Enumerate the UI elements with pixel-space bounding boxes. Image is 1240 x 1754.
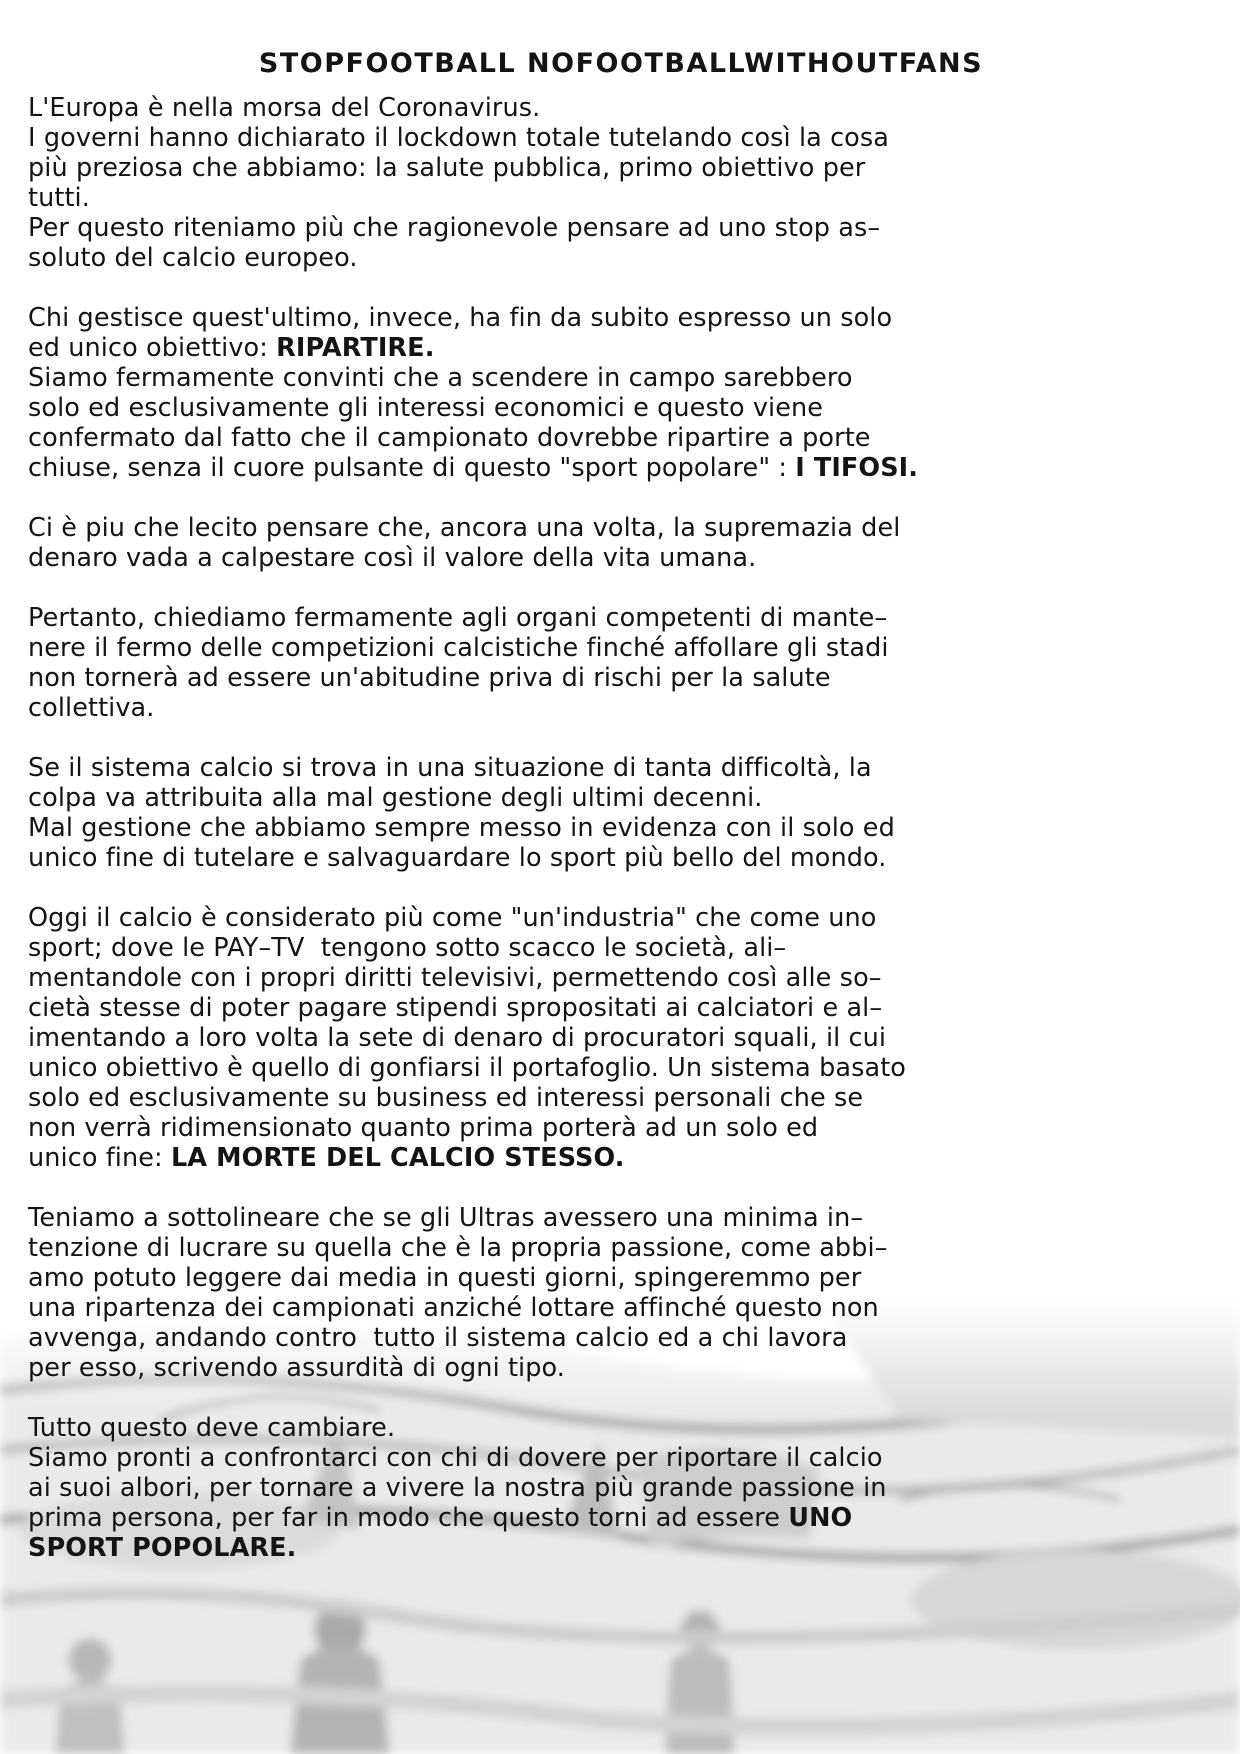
text-line: [28, 1203, 1214, 1233]
line-text: chiuse, senza il cuore pulsante di questo "sport popolare" :: [28, 453, 796, 483]
text-line: [28, 1443, 1214, 1473]
line-text: confermato dal fatto che il campionato dovrebbe ripartire a porte: [28, 423, 871, 453]
paragraph: [28, 903, 1214, 1173]
text-line: [28, 93, 1214, 123]
line-text: sport; dove le PAY–TV tengono sotto scacco le società, ali–: [28, 933, 787, 963]
line-text: solo ed esclusivamente gli interessi economici e questo viene: [28, 393, 824, 423]
bold-emphasis: LA MORTE DEL CALCIO STESSO.: [170, 1143, 625, 1173]
text-line: [28, 963, 1214, 993]
line-text: tutti.: [28, 183, 90, 213]
line-text: unico obiettivo è quello di gonfiarsi il portafoglio. Un sistema basato: [28, 1053, 906, 1083]
paragraph: [28, 1203, 1214, 1383]
line-text: ai suoi albori, per tornare a vivere la nostra più grande passione in: [28, 1473, 887, 1503]
paragraph: [28, 303, 1214, 483]
text-line: [28, 663, 1214, 693]
text-line: [28, 1083, 1214, 1113]
line-text: Siamo fermamente convinti che a scendere in campo sarebbero: [28, 363, 853, 393]
line-text: Tutto questo deve cambiare.: [28, 1413, 396, 1443]
line-text: Per questo riteniamo più che ragionevole pensare ad uno stop as–: [28, 213, 881, 243]
text-line: [28, 333, 1214, 363]
line-text: imentando a loro volta la sete di denaro di procuratori squali, il cui: [28, 1023, 887, 1053]
paragraph: [28, 1413, 1214, 1563]
line-text: nere il fermo delle competizioni calcistiche finché affollare gli stadi: [28, 633, 889, 663]
manifesto-body: [28, 93, 1214, 1563]
paragraph: [28, 93, 1214, 273]
text-line: [28, 363, 1214, 393]
bold-emphasis: I TIFOSI.: [795, 453, 919, 483]
line-text: Mal gestione che abbiamo sempre messo in evidenza con il solo ed: [28, 813, 895, 843]
text-line: [28, 1473, 1214, 1503]
text-line: [28, 303, 1214, 333]
text-line: [28, 1533, 1214, 1563]
text-line: [28, 933, 1214, 963]
text-line: [28, 1143, 1214, 1173]
text-line: [28, 183, 1214, 213]
text-line: [28, 543, 1214, 573]
line-text: non verrà ridimensionato quanto prima porterà ad un solo ed: [28, 1113, 819, 1143]
line-text: solo ed esclusivamente su business ed interessi personali che se: [28, 1083, 864, 1113]
line-text: Siamo pronti a confrontarci con chi di dovere per riportare il calcio: [28, 1443, 883, 1473]
text-line: [28, 813, 1214, 843]
text-line: [28, 153, 1214, 183]
line-text: L'Europa è nella morsa del Coronavirus.: [28, 93, 541, 123]
paragraph: [28, 603, 1214, 723]
line-text: ed unico obiettivo:: [28, 333, 277, 363]
line-text: Oggi il calcio è considerato più come "un'industria" che come uno: [28, 903, 877, 933]
text-line: [28, 693, 1214, 723]
text-line: [28, 213, 1214, 243]
line-text: per esso, scrivendo assurdità di ogni tipo.: [28, 1353, 565, 1383]
bold-emphasis: RIPARTIRE.: [276, 333, 435, 363]
line-text: Pertanto, chiediamo fermamente agli organi competenti di mante–: [28, 603, 888, 633]
line-text: collettiva.: [28, 693, 155, 723]
line-text: avvenga, andando contro tutto il sistema calcio ed a chi lavora: [28, 1323, 848, 1353]
bold-emphasis: UNO: [788, 1503, 853, 1533]
line-text: amo potuto leggere dai media in questi giorni, spingeremmo per: [28, 1263, 862, 1293]
text-line: [28, 1113, 1214, 1143]
text-line: [28, 1503, 1214, 1533]
text-line: [28, 1053, 1214, 1083]
text-line: [28, 1323, 1214, 1353]
text-line: [28, 513, 1214, 543]
line-text: cietà stesse di poter pagare stipendi spropositati ai calciatori e al–: [28, 993, 883, 1023]
text-line: [28, 783, 1214, 813]
line-text: non tornerà ad essere un'abitudine priva di rischi per la salute: [28, 663, 831, 693]
text-line: [28, 1233, 1214, 1263]
line-text: tenzione di lucrare su quella che è la propria passione, come abbi–: [28, 1233, 888, 1263]
text-line: [28, 603, 1214, 633]
line-text: unico fine di tutelare e salvaguardare lo sport più bello del mondo.: [28, 843, 887, 873]
text-line: [28, 1023, 1214, 1053]
line-text: più preziosa che abbiamo: la salute pubblica, primo obiettivo per: [28, 153, 866, 183]
paragraph: [28, 513, 1214, 573]
text-line: [28, 123, 1214, 153]
text-line: [28, 1293, 1214, 1323]
bold-emphasis: SPORT POPOLARE.: [28, 1533, 297, 1563]
text-line: [28, 423, 1214, 453]
line-text: colpa va attribuita alla mal gestione degli ultimi decenni.: [28, 783, 763, 813]
page-title: STOPFOOTBALL NOFOOTBALLWITHOUTFANS: [258, 48, 984, 79]
text-line: [28, 243, 1214, 273]
line-text: I governi hanno dichiarato il lockdown totale tutelando così la cosa: [28, 123, 889, 153]
line-text: denaro vada a calpestare così il valore della vita umana.: [28, 543, 757, 573]
paragraph: [28, 753, 1214, 873]
text-line: [28, 393, 1214, 423]
line-text: Se il sistema calcio si trova in una situazione di tanta difficoltà, la: [28, 753, 872, 783]
line-text: Teniamo a sottolineare che se gli Ultras avessero una minima in–: [28, 1203, 864, 1233]
line-text: unico fine:: [28, 1143, 171, 1173]
text-line: [28, 1413, 1214, 1443]
text-line: [28, 843, 1214, 873]
text-line: [28, 633, 1214, 663]
text-line: [28, 1263, 1214, 1293]
line-text: soluto del calcio europeo.: [28, 243, 358, 273]
text-line: [28, 903, 1214, 933]
text-line: [28, 1353, 1214, 1383]
text-line: [28, 753, 1214, 783]
line-text: prima persona, per far in modo che questo torni ad essere: [28, 1503, 789, 1533]
line-text: una ripartenza dei campionati anziché lottare affinché questo non: [28, 1293, 879, 1323]
line-text: Ci è piu che lecito pensare che, ancora una volta, la supremazia del: [28, 513, 901, 543]
text-line: [28, 453, 1214, 483]
text-line: [28, 993, 1214, 1023]
line-text: Chi gestisce quest'ultimo, invece, ha fin da subito espresso un solo: [28, 303, 893, 333]
line-text: mentandole con i propri diritti televisivi, permettendo così alle so–: [28, 963, 882, 993]
